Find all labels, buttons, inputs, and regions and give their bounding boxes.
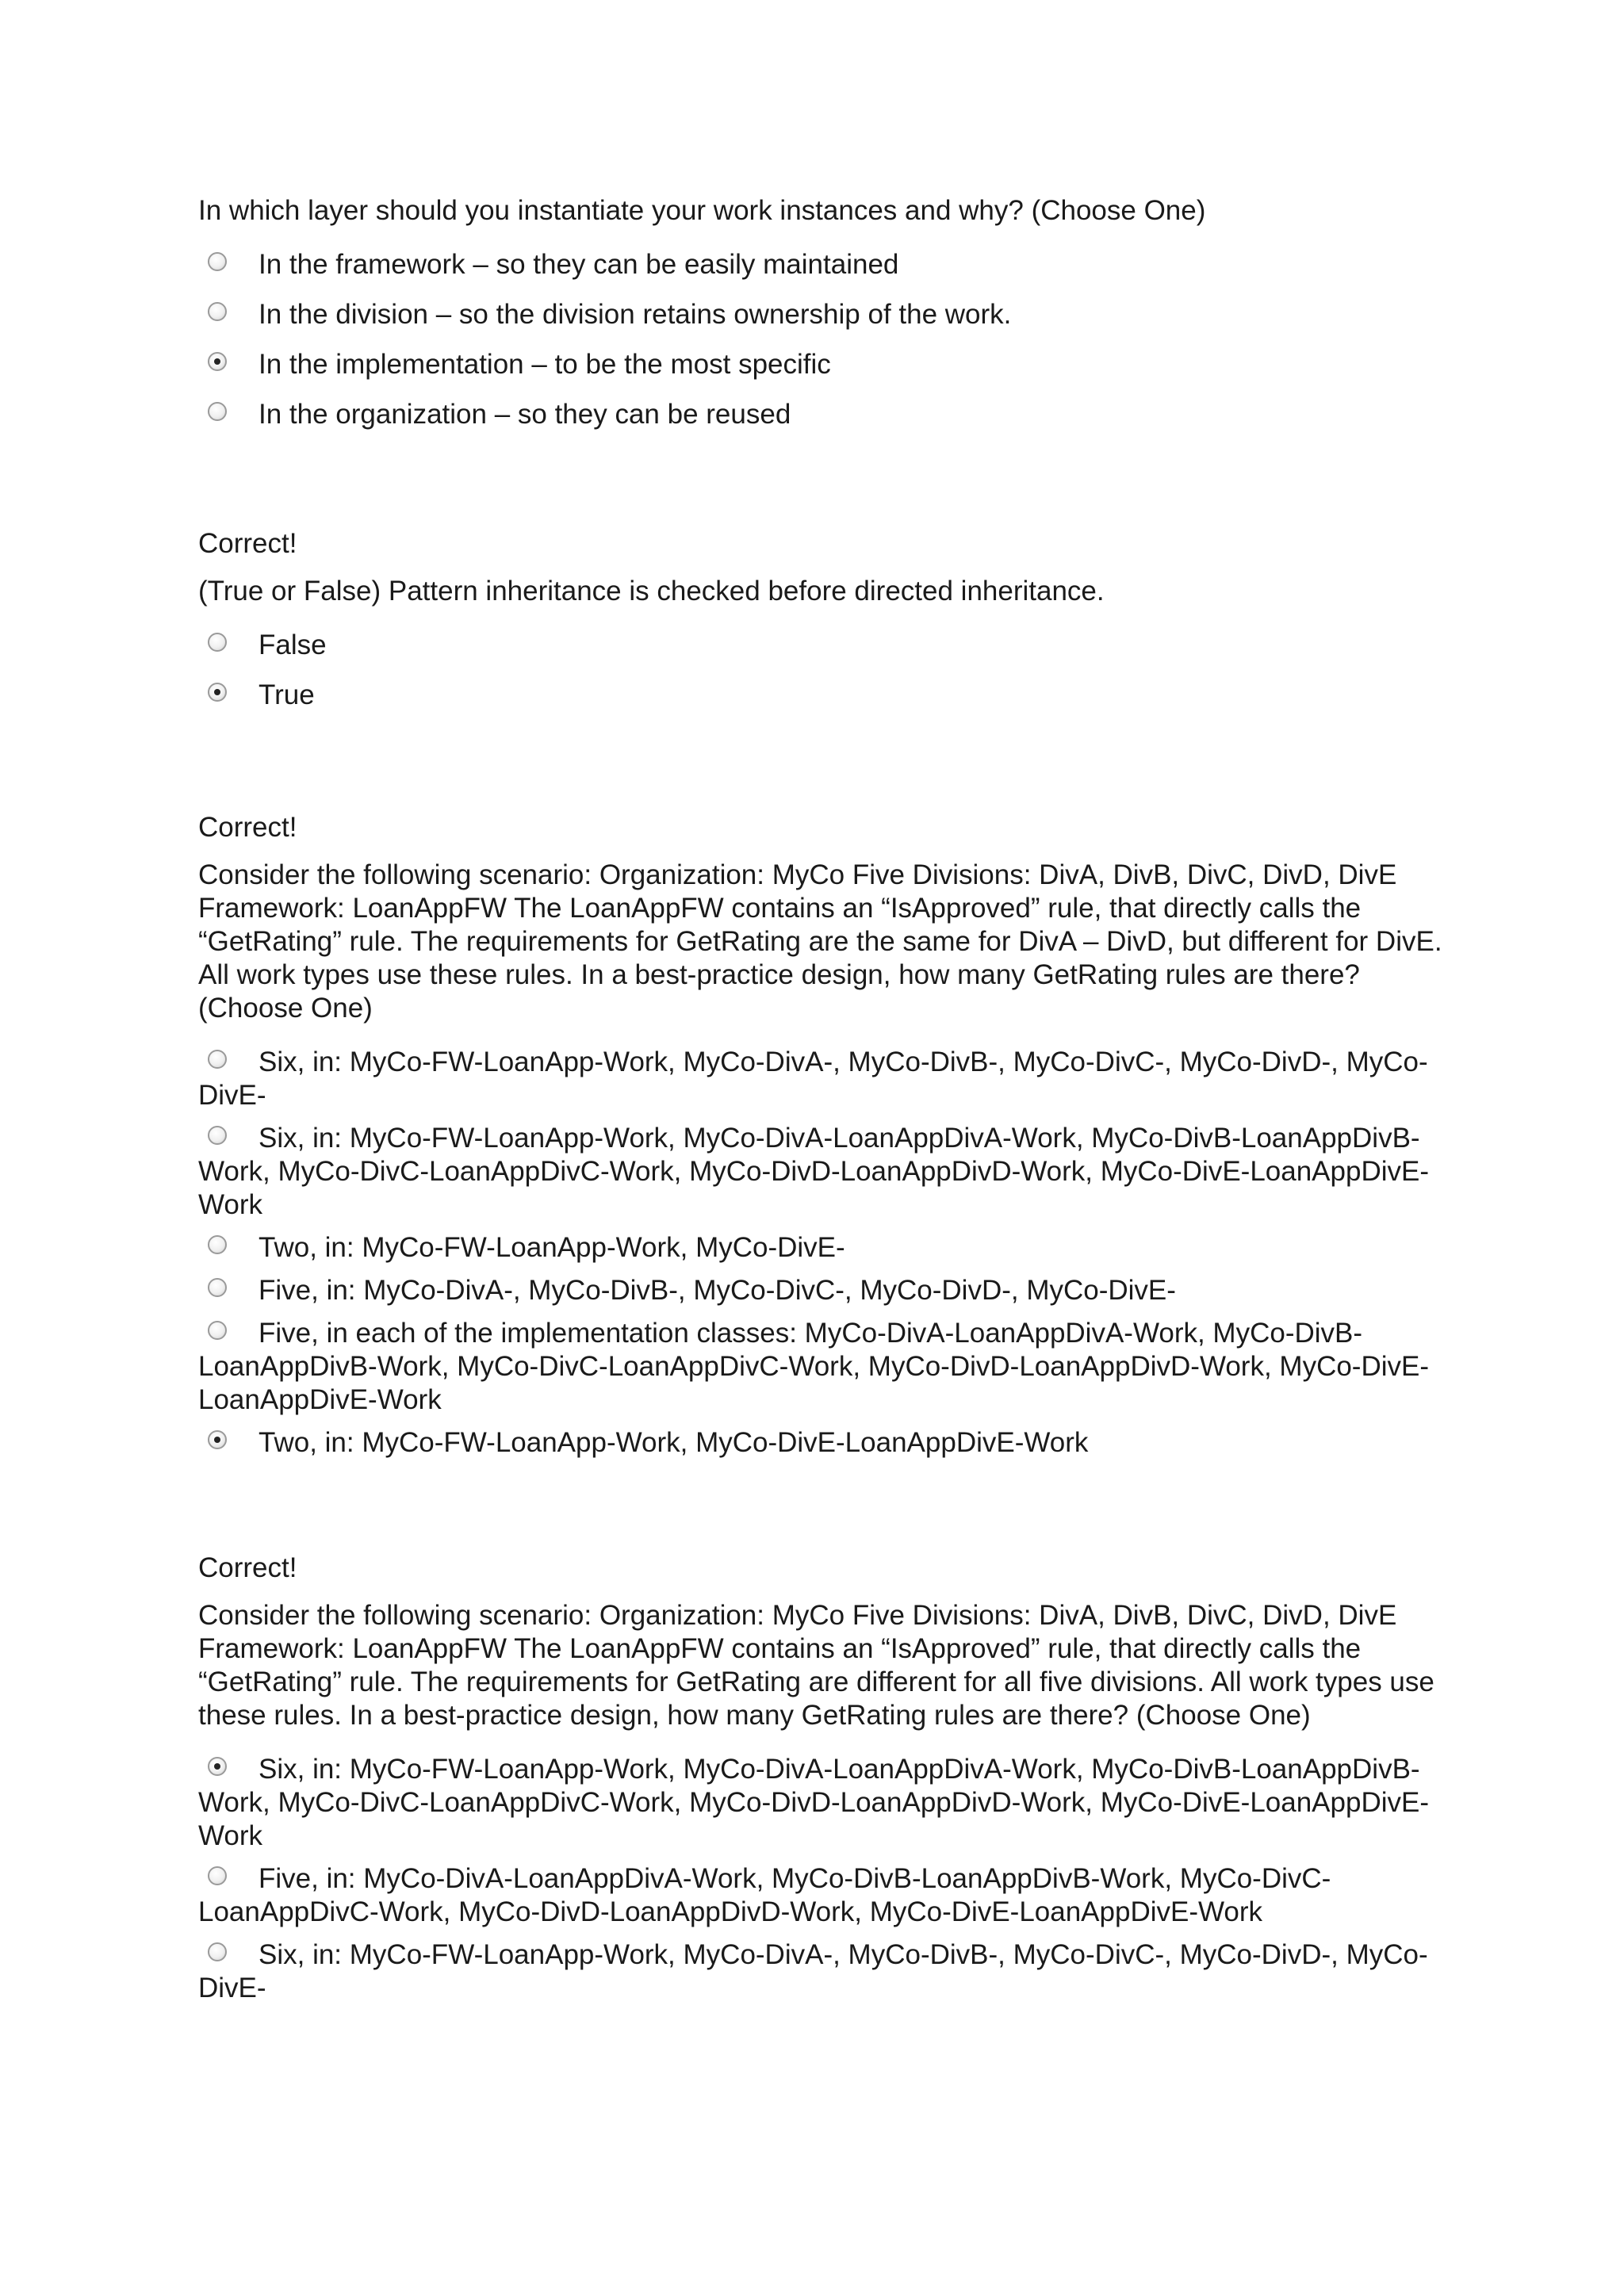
q3-option-4[interactable] [198, 1274, 1451, 1307]
q3-option-2[interactable] [198, 1122, 1451, 1222]
q2-option-1-label: False [259, 629, 327, 660]
q1-option-4-label: In the organization – so they can be reused [259, 399, 791, 430]
radio-button-icon[interactable] [208, 1050, 227, 1069]
radio-button-selected-icon[interactable] [208, 683, 227, 702]
question-1-text: In which layer should you instantiate your work instances and why? (Choose One) [198, 195, 1206, 226]
q4-option-1[interactable] [198, 1753, 1451, 1853]
question-4-options [198, 1753, 1451, 2005]
q2-option-2[interactable] [198, 679, 1451, 712]
q3-option-3-label: Two, in: MyCo-FW-LoanApp-Work, MyCo-DivE- [259, 1232, 845, 1263]
radio-button-icon[interactable] [208, 1321, 227, 1340]
question-3-options [198, 1046, 1451, 1460]
question-1-options [198, 248, 1451, 431]
q4-option-1-label: Six, in: MyCo-FW-LoanApp-Work, MyCo-DivA-LoanAppDivA-Work, MyCo-DivB-LoanAppDivB-Work, MyCo-DivC-LoanAppDivC-Work, MyCo-DivD-LoanAppDivD-Work, MyCo-DivE-LoanAppDivE-Work [198, 1754, 1430, 1851]
q1-option-3-label: In the implementation – to be the most specific [259, 349, 831, 380]
q3-option-6-label: Two, in: MyCo-FW-LoanApp-Work, MyCo-DivE-LoanAppDivE-Work [259, 1427, 1089, 1458]
q1-option-1-label: In the framework – so they can be easily maintained [259, 249, 899, 280]
q3-option-1-label: Six, in: MyCo-FW-LoanApp-Work, MyCo-DivA-, MyCo-DivB-, MyCo-DivC-, MyCo-DivD-, MyCo-DivE- [198, 1047, 1428, 1111]
q1-option-2-label: In the division – so the division retains ownership of the work. [259, 299, 1012, 330]
question-2-options [198, 629, 1451, 712]
q1-option-4[interactable] [198, 398, 1451, 431]
radio-button-icon[interactable] [208, 402, 227, 421]
q3-option-4-label: Five, in: MyCo-DivA-, MyCo-DivB-, MyCo-DivC-, MyCo-DivD-, MyCo-DivE- [259, 1275, 1176, 1306]
question-4-text: Consider the following scenario: Organization: MyCo Five Divisions: DivA, DivB, DivC, DivD, DivE Framework: LoanAppFW The LoanAppFW contains an “IsApproved” rule, that directly calls the “GetRating” rule. The requirements for GetRating are different for all five divisions. All work types use these rules. In a best-practice design, how many GetRating rules are there? (Choose One) [198, 1600, 1434, 1731]
question-2-text: (True or False) Pattern inheritance is checked before directed inheritance. [198, 576, 1105, 607]
q4-option-2-label: Five, in: MyCo-DivA-LoanAppDivA-Work, MyCo-DivB-LoanAppDivB-Work, MyCo-DivC-LoanAppDivC-Work, MyCo-DivD-LoanAppDivD-Work, MyCo-DivE-LoanAppDivE-Work [198, 1863, 1331, 1927]
q3-option-1[interactable] [198, 1046, 1451, 1112]
radio-button-selected-icon[interactable] [208, 1757, 227, 1776]
radio-button-icon[interactable] [208, 1278, 227, 1297]
radio-button-icon[interactable] [208, 633, 227, 652]
q2-option-2-label: True [259, 679, 315, 710]
radio-button-selected-icon[interactable] [208, 1430, 227, 1449]
q4-option-2[interactable] [198, 1862, 1451, 1929]
q1-option-3[interactable] [198, 348, 1451, 381]
spacer [198, 729, 1451, 811]
radio-button-icon[interactable] [208, 302, 227, 321]
feedback-correct-1: Correct! [198, 528, 297, 559]
q3-option-6[interactable] [198, 1426, 1451, 1460]
q2-option-1[interactable] [198, 629, 1451, 662]
q3-option-3[interactable] [198, 1231, 1451, 1265]
feedback-correct-3: Correct! [198, 1552, 297, 1583]
radio-button-icon[interactable] [208, 1126, 227, 1145]
radio-button-icon[interactable] [208, 1942, 227, 1961]
q4-option-3-label: Six, in: MyCo-FW-LoanApp-Work, MyCo-DivA-, MyCo-DivB-, MyCo-DivC-, MyCo-DivD-, MyCo-DivE- [198, 1939, 1428, 2003]
q3-option-5-label: Five, in each of the implementation classes: MyCo-DivA-LoanAppDivA-Work, MyCo-DivB-LoanAppDivB-Work, MyCo-DivC-LoanAppDivC-Work, MyCo-DivD-LoanAppDivD-Work, MyCo-DivE-LoanAppDivE-Work [198, 1318, 1430, 1415]
radio-button-icon[interactable] [208, 1866, 227, 1885]
radio-button-icon[interactable] [208, 252, 227, 271]
q1-option-2[interactable] [198, 298, 1451, 331]
radio-button-selected-icon[interactable] [208, 352, 227, 371]
q3-option-5[interactable] [198, 1317, 1451, 1417]
radio-button-icon[interactable] [208, 1235, 227, 1254]
question-3-text: Consider the following scenario: Organization: MyCo Five Divisions: DivA, DivB, DivC, DivD, DivE Framework: LoanAppFW The LoanAppFW contains an “IsApproved” rule, that directly calls the “GetRating” rule. The requirements for GetRating are the same for DivA – DivD, but different for DivE. All work types use these rules. In a best-practice design, how many GetRating rules are there?(Choose One) [198, 859, 1442, 1024]
spacer [198, 1469, 1451, 1552]
q4-option-3[interactable] [198, 1938, 1451, 2005]
spacer [198, 448, 1451, 527]
feedback-correct-2: Correct! [198, 812, 297, 843]
q3-option-2-label: Six, in: MyCo-FW-LoanApp-Work, MyCo-DivA-LoanAppDivA-Work, MyCo-DivB-LoanAppDivB-Work, MyCo-DivC-LoanAppDivC-Work, MyCo-DivD-LoanAppDivD-Work, MyCo-DivE-LoanAppDivE-Work [198, 1123, 1430, 1220]
q1-option-1[interactable] [198, 248, 1451, 281]
quiz-page [198, 194, 1451, 2015]
